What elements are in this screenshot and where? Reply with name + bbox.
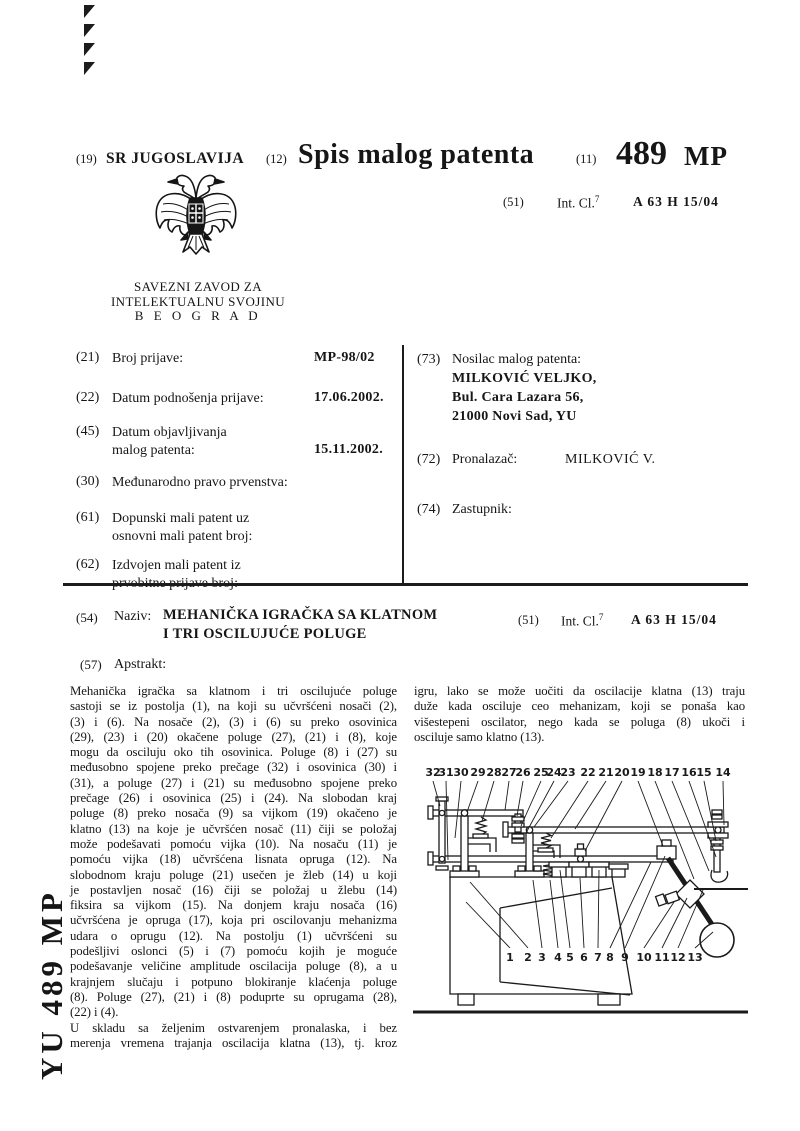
- abstract-line: može podešavati pomoću vijka (10). Na nosaču (11) je: [70, 836, 397, 851]
- pivot-20: [578, 856, 584, 862]
- abstract-line: pomoću vijka (18) učvršćena lisnata opruga (12). Na: [70, 852, 397, 867]
- figure-label: 2: [524, 951, 532, 964]
- abstract-line: krajnjem slučaju i potpuno blokiranje klaćenja poluge: [70, 974, 397, 989]
- abstract-right-justified: [414, 684, 745, 730]
- document-header: [0, 135, 800, 186]
- abstract-line: učvršćena je opruga (17), koja pri oscilovanju mehanizma: [70, 913, 397, 928]
- field-label: Zastupnik:: [452, 502, 512, 517]
- int-cl-value-2: A 63 H 15/04: [631, 612, 717, 627]
- abstract-line: merenja vremena trajanja oscilacija klatna (13), tj. kroz: [70, 1035, 397, 1050]
- abstract-line: je postavljen nosač (16) čiji se položaj u žlebu (14): [70, 882, 397, 897]
- screw-15: [711, 840, 723, 844]
- figure-label: 29: [470, 766, 486, 779]
- abstract-line: igru, lako se može uočiti da oscilacije klatna (13) traju: [414, 684, 745, 698]
- pendulum-bob-13: [700, 923, 734, 957]
- abstract-line: fiksira sa vijkom (15). Na donjem kraju nosača (16): [70, 898, 397, 913]
- figure-mechanism: [413, 797, 748, 1012]
- abstract-label: Apstrakt:: [114, 657, 167, 672]
- inventor-name: MILKOVIĆ V.: [565, 452, 656, 467]
- bolt: [469, 866, 476, 871]
- support-cap: [589, 862, 609, 867]
- figure-label: 4: [554, 951, 562, 964]
- lever-end-cap: [503, 822, 508, 837]
- abstract-line: prečage (26) i osovinica (25) i (24). Na slobodan kraj: [70, 791, 397, 806]
- inid-code: (30): [76, 474, 100, 489]
- lever-end-cap: [428, 806, 433, 819]
- figure-label: 10: [636, 951, 652, 964]
- support-cap: [549, 862, 569, 867]
- slot-bracket-14: [708, 822, 728, 827]
- field-value: 17.06.2002.: [314, 390, 384, 405]
- spring-plate: [473, 834, 488, 838]
- scan-mark: [84, 5, 95, 18]
- abstract-line: klatno (13) na koje je učvršćen nosač (11) čiji se položaj: [70, 821, 397, 836]
- holder-city: 21000 Novi Sad, YU: [452, 409, 577, 424]
- field-label: Datum objavljivanja malog patenta:: [112, 425, 227, 458]
- screw-19: [662, 840, 671, 846]
- figure-label: 26: [515, 766, 531, 779]
- inid-code: (45): [76, 424, 100, 439]
- vertical-publication-number: YU 489 MP: [34, 889, 69, 1080]
- inid-code: (74): [417, 502, 441, 517]
- spring-28: [476, 817, 486, 835]
- inid-code: (72): [417, 452, 441, 467]
- bolt: [453, 866, 460, 871]
- invention-title-line1: MEHANIČKA IGRAČKA SA KLATNOM: [163, 607, 438, 623]
- holder-name: MILKOVIĆ VELJKO,: [452, 371, 597, 386]
- lever-end-cap: [428, 852, 433, 865]
- figure-label: 30: [453, 766, 469, 779]
- pivot: [439, 810, 444, 815]
- office-name-block: [98, 280, 298, 324]
- screw: [512, 834, 524, 838]
- abstract-left-justified: [70, 684, 397, 1005]
- screw: [436, 866, 448, 870]
- abstract-left-justified-2: [70, 1021, 397, 1052]
- title-section: [0, 606, 800, 652]
- abstract-line: međusobno spojene preko prečage (32) i osovinica (30) i: [70, 760, 397, 775]
- support-cap: [609, 864, 628, 869]
- screw: [512, 817, 524, 821]
- screw-10: [665, 891, 679, 904]
- int-cl-label-text-2: Int. Cl.: [561, 613, 599, 629]
- post-foot: [515, 871, 544, 877]
- bracket: [575, 849, 586, 856]
- abstract-line: mogu da osciluju oko tih osovinica. Poluge (8) i (27) su: [70, 745, 397, 760]
- inid-code-51b: (51): [518, 613, 539, 627]
- abstract-left-column: [70, 684, 397, 1051]
- figure-label: 27: [501, 766, 517, 779]
- int-cl-label-text: Int. Cl.: [557, 195, 595, 211]
- int-cl-sup: 7: [594, 194, 600, 204]
- pivot: [715, 827, 721, 833]
- field-label: Međunarodno pravo prvenstva:: [112, 475, 288, 490]
- abstract-line: Mehanička igračka sa klatnom i tri oscilujuće poluge: [70, 684, 397, 698]
- figure-label: 13: [687, 951, 703, 964]
- patent-number-suffix: MP: [684, 141, 728, 171]
- screw: [712, 810, 722, 814]
- abstract-line: podešavanje veličine amplitude oscilacija poluge (8), a u: [70, 959, 397, 974]
- inid-code-54: (54): [76, 610, 98, 625]
- base-outline: [450, 877, 632, 994]
- scan-mark: [84, 62, 95, 75]
- abstract-heading: [0, 657, 400, 675]
- figure-label: 15: [696, 766, 712, 779]
- holder-address: Bul. Cara Lazara 56,: [452, 390, 584, 405]
- abstract-line: (22) i (4).: [70, 1005, 119, 1020]
- office-city: B E O G R A D: [134, 308, 262, 323]
- abstract-line: podešljivi oslonci (5) i (7) pomoću kojih je moguće: [70, 944, 397, 959]
- field-label: Pronalazač:: [452, 452, 518, 467]
- figure-label: 6: [580, 951, 588, 964]
- patent-number: 489: [616, 135, 667, 172]
- screw: [712, 815, 722, 819]
- field-label: Broj prijave:: [112, 351, 184, 366]
- int-cl-sup-2: 7: [598, 612, 604, 622]
- int-cl-label-2: [561, 612, 603, 630]
- abstract-line: slobodnom kraju poluge (21) usečen je žleb (14) u koji: [70, 867, 397, 882]
- inid-code-57: (57): [80, 657, 102, 672]
- field-value: 15.11.2002.: [314, 442, 384, 457]
- office-line1: SAVEZNI ZAVOD ZA: [134, 279, 262, 294]
- spring-plate: [538, 848, 553, 852]
- bolt: [534, 866, 541, 871]
- screw: [512, 839, 524, 843]
- figure-label: 16: [681, 766, 697, 779]
- figure-label: 12: [670, 951, 686, 964]
- invention-title-line2: I TRI OSCILUJUĆE POLUGE: [163, 626, 367, 642]
- abstract-right-column: [414, 684, 745, 745]
- column-divider: [402, 345, 404, 585]
- int-cl-label: [557, 194, 599, 212]
- pivot-29: [461, 810, 467, 816]
- figure-label: 11: [654, 951, 670, 964]
- figure-label: 7: [594, 951, 602, 964]
- post-2: [461, 816, 468, 872]
- patent-figure: [410, 756, 760, 1068]
- bracket: [468, 838, 496, 852]
- figure-label: 32: [425, 766, 441, 779]
- figure-label: 20: [614, 766, 630, 779]
- inid-code-51: (51): [503, 195, 524, 209]
- coat-of-arms: [151, 170, 241, 270]
- abstract-line: udara o oprugu (12). Na postolju (1) učvršćeni su: [70, 928, 397, 943]
- slot-bracket-14: [708, 833, 728, 838]
- field-label: Nosilac malog patenta:: [452, 352, 582, 367]
- eagle-right-beak: [214, 179, 224, 184]
- post-3: [526, 833, 533, 872]
- figure-label: 22: [580, 766, 596, 779]
- support-5: [552, 866, 566, 877]
- figure-label: 21: [598, 766, 614, 779]
- eagle-shield: [189, 204, 203, 223]
- field-label: Izdvojen mali patent iz: [112, 558, 241, 573]
- abstract-line: U skladu sa željenim ostvarenjem pronalaska, i bez: [70, 1020, 397, 1035]
- abstract-line: (8). Poluge (27), (21) i (8) poduprte su oprugama (28),: [70, 989, 397, 1004]
- int-cl-value: A 63 H 15/04: [633, 194, 719, 209]
- abstract-line: (29), (23) i (20) okačene poluge (27), (21) i (8), koje: [70, 729, 397, 744]
- figure-label: 25: [533, 766, 549, 779]
- abstract-line: poluge (8) preko nosača (9) sa vijkom (19) okačeno je: [70, 806, 397, 821]
- field-label: Datum podnošenja prijave:: [112, 391, 264, 406]
- hanger-9: [657, 846, 676, 859]
- inid-code: (22): [76, 390, 100, 405]
- base-foot: [598, 994, 620, 1005]
- abstract-line: sastoji se iz postolja (1), na koji su učvršćeni nosači (2),: [70, 699, 397, 714]
- pivot: [439, 856, 444, 861]
- field-label: Dopunski mali patent uz osnovni mali patent broj:: [112, 511, 253, 544]
- support-cap: [569, 862, 589, 867]
- figure-label: 23: [560, 766, 576, 779]
- post-foot: [450, 871, 479, 877]
- post-6-foot: [572, 866, 586, 877]
- figure-label: 8: [606, 951, 614, 964]
- scan-mark: [84, 24, 95, 37]
- inid-code: (21): [76, 350, 100, 365]
- field-value: MP-98/02: [314, 350, 375, 365]
- figure-label: 14: [715, 766, 731, 779]
- horizontal-rule: [63, 583, 748, 586]
- figure-label: 3: [538, 951, 546, 964]
- bolt: [518, 866, 525, 871]
- screw: [578, 844, 584, 849]
- title-label: Naziv:: [114, 609, 152, 624]
- figure-label: 28: [486, 766, 502, 779]
- spring-22: [541, 833, 551, 848]
- inid-code: (62): [76, 557, 100, 572]
- abstract-line: duže kada osciluje ceo mehanizam, koji se ponaša kao: [414, 699, 745, 714]
- office-line2: INTELEKTUALNU SVOJINU: [110, 293, 286, 309]
- figure-label: 17: [664, 766, 680, 779]
- country-name: SR JUGOSLAVIJA: [106, 150, 245, 167]
- abstract-line: osciluje samo klatno (13).: [414, 729, 545, 744]
- figure-label: 19: [630, 766, 646, 779]
- abstract-line: (3) i (6). Na nosače (2), (3) i (6) su preko osovinica: [70, 714, 397, 729]
- figure-label: 9: [621, 951, 629, 964]
- inid-code-11: (11): [576, 152, 597, 166]
- inid-code: (73): [417, 352, 441, 367]
- figure-label: 5: [566, 951, 574, 964]
- eagle-left-beak: [168, 179, 178, 184]
- abstract-line: višestepeni oscilator, nego kada se poluga (8) ukoči i: [414, 714, 745, 729]
- scan-mark: [84, 43, 95, 56]
- inid-code: (61): [76, 510, 100, 525]
- figure-label: 18: [647, 766, 663, 779]
- inid-code-12: (12): [266, 152, 287, 166]
- int-cl-row: [0, 194, 800, 214]
- abstract-line: (31), a poluge (27) i (21) su međusobno spojene preko: [70, 775, 397, 790]
- document-type-title: Spis malog patenta: [298, 139, 535, 170]
- base-foot: [458, 994, 474, 1005]
- figure-label: 24: [546, 766, 562, 779]
- figure-label: 1: [506, 951, 514, 964]
- inid-code-19: (19): [76, 152, 97, 166]
- figure-label: 31: [438, 766, 454, 779]
